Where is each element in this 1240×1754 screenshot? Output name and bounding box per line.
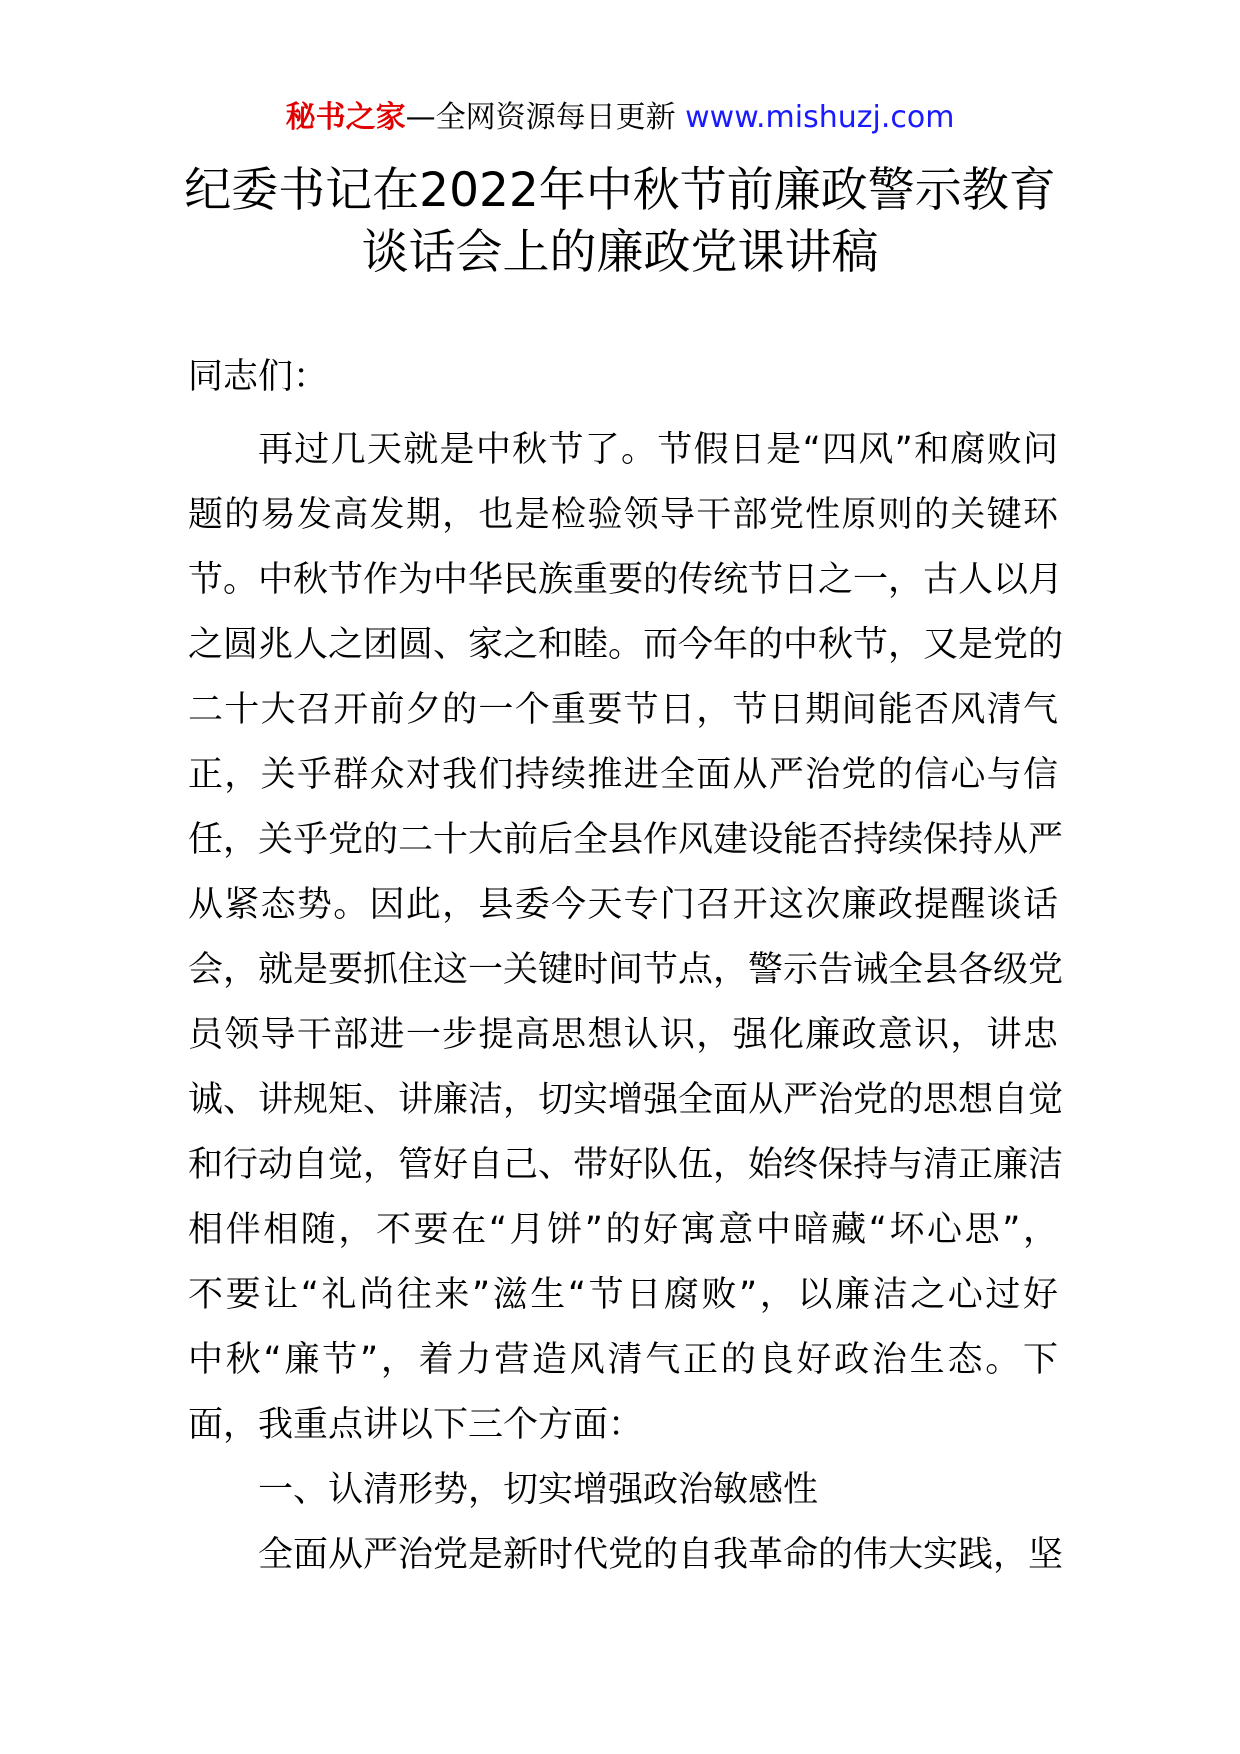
document-body <box>188 355 1064 1588</box>
paragraph-line: 正，关乎群众对我们持续推进全面从严治党的信心与信 <box>188 755 1058 795</box>
site-header <box>0 98 1240 138</box>
paragraph-line: 题的易发高发期，也是检验领导干部党性原则的关键环 <box>188 495 1058 535</box>
paragraph-line: 中秋“廉节”，着力营造风清气正的良好政治生态。下 <box>188 1340 1058 1380</box>
site-brand: 秘书之家 <box>285 100 406 135</box>
site-tagline: —全网资源每日更新 <box>405 100 686 135</box>
section-heading-1: 一、认清形势，切实增强政治敏感性 <box>258 1470 819 1510</box>
paragraph-line: 员领导干部进一步提高思想认识，强化廉政意识，讲忠 <box>188 1015 1058 1055</box>
paragraph-line: 诚、讲规矩、讲廉洁，切实增强全面从严治党的思想自觉 <box>188 1080 1064 1120</box>
paragraph-2-line: 全面从严治党是新时代党的自我革命的伟大实践，坚 <box>258 1535 1064 1575</box>
paragraph-line: 任，关乎党的二十大前后全县作风建设能否持续保持从严 <box>188 820 1064 860</box>
paragraph-line: 节。中秋节作为中华民族重要的传统节日之一，古人以月 <box>188 560 1064 600</box>
paragraph-line: 不要让“礼尚往来”滋生“节日腐败”，以廉洁之心过好 <box>188 1275 1058 1315</box>
document-title-line-1: 纪委书记在2022年中秋节前廉政警示教育 <box>184 163 1056 218</box>
paragraph-line: 从紧态势。因此，县委今天专门召开这次廉政提醒谈话 <box>188 885 1058 925</box>
paragraph-line: 会，就是要抓住这一关键时间节点，警示告诫全县各级党 <box>188 950 1064 990</box>
paragraph-line: 之圆兆人之团圆、家之和睦。而今年的中秋节，又是党的 <box>188 625 1064 665</box>
paragraph-line: 再过几天就是中秋节了。节假日是“四风”和腐败问 <box>258 430 1058 470</box>
paragraph-line: 和行动自觉，管好自己、带好队伍，始终保持与清正廉洁 <box>188 1145 1064 1185</box>
paragraph-line: 相伴相随，不要在“月饼”的好寓意中暗藏“坏心思”， <box>188 1210 1059 1250</box>
site-url-link[interactable]: www.mishuzj.com <box>685 100 955 135</box>
document-title-line-2: 谈话会上的廉政党课讲稿 <box>361 225 879 280</box>
document-title <box>0 160 1240 284</box>
paragraph-1 <box>188 418 1064 1458</box>
paragraph-line: 面，我重点讲以下三个方面： <box>188 1405 644 1445</box>
salutation: 同志们： <box>188 357 329 397</box>
paragraph-line: 二十大召开前夕的一个重要节日，节日期间能否风清气 <box>188 690 1058 730</box>
